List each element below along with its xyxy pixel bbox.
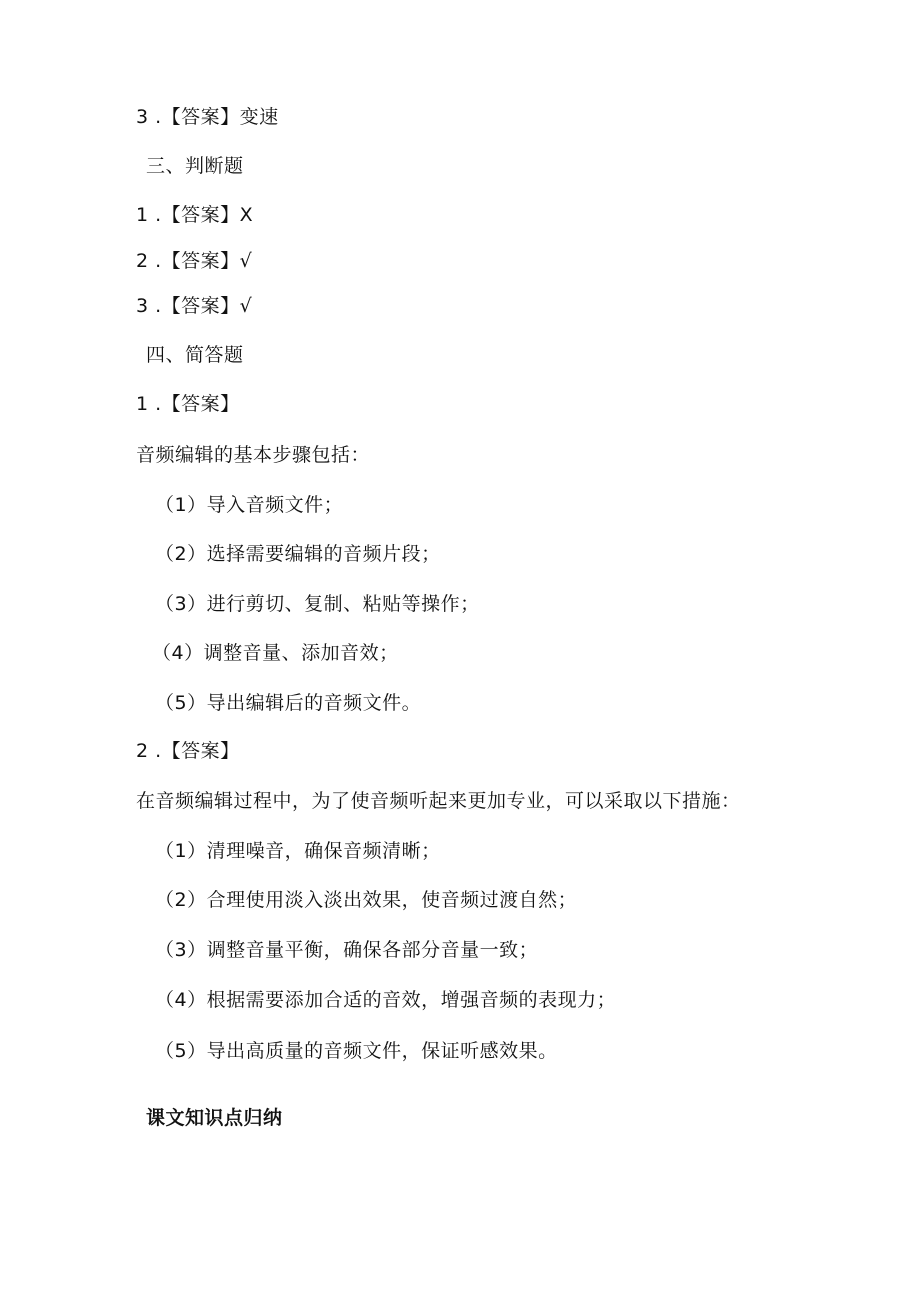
answer-short-2-step-2: （2）合理使用淡入淡出效果，使音频过渡自然；	[155, 889, 578, 911]
answer-short-2-intro: 在音频编辑过程中，为了使音频听起来更加专业，可以采取以下措施：	[136, 790, 741, 812]
section-heading-knowledge-summary: 课文知识点归纳	[146, 1107, 283, 1129]
answer-tf-3: 3 .【答案】√	[136, 295, 253, 317]
answer-fill-3: 3 .【答案】变速	[136, 106, 279, 128]
answer-short-1-step-5: （5）导出编辑后的音频文件。	[155, 692, 422, 714]
answer-tf-2: 2 .【答案】√	[136, 250, 253, 272]
section-heading-short-answer: 四、简答题	[146, 344, 244, 366]
section-heading-true-false: 三、判断题	[146, 155, 244, 177]
answer-short-2-step-4: （4）根据需要添加合适的音效，增强音频的表现力；	[155, 989, 617, 1011]
answer-short-1-step-2: （2）选择需要编辑的音频片段；	[155, 543, 441, 565]
answer-short-2-step-3: （3）调整音量平衡，确保各部分音量一致；	[155, 939, 539, 961]
answer-short-2-label: 2 .【答案】	[136, 740, 240, 762]
answer-short-1-label: 1 .【答案】	[136, 393, 240, 415]
answer-short-1-step-1: （1）导入音频文件；	[155, 494, 344, 516]
answer-short-2-step-5: （5）导出高质量的音频文件，保证听感效果。	[155, 1040, 558, 1062]
answer-tf-1: 1 .【答案】X	[136, 204, 254, 226]
answer-short-1-step-4: （4）调整音量、添加音效；	[152, 642, 399, 664]
answer-short-2-step-1: （1）清理噪音，确保音频清晰；	[155, 840, 441, 862]
answer-short-1-step-3: （3）进行剪切、复制、粘贴等操作；	[155, 593, 480, 615]
answer-short-1-intro: 音频编辑的基本步骤包括：	[136, 444, 371, 466]
